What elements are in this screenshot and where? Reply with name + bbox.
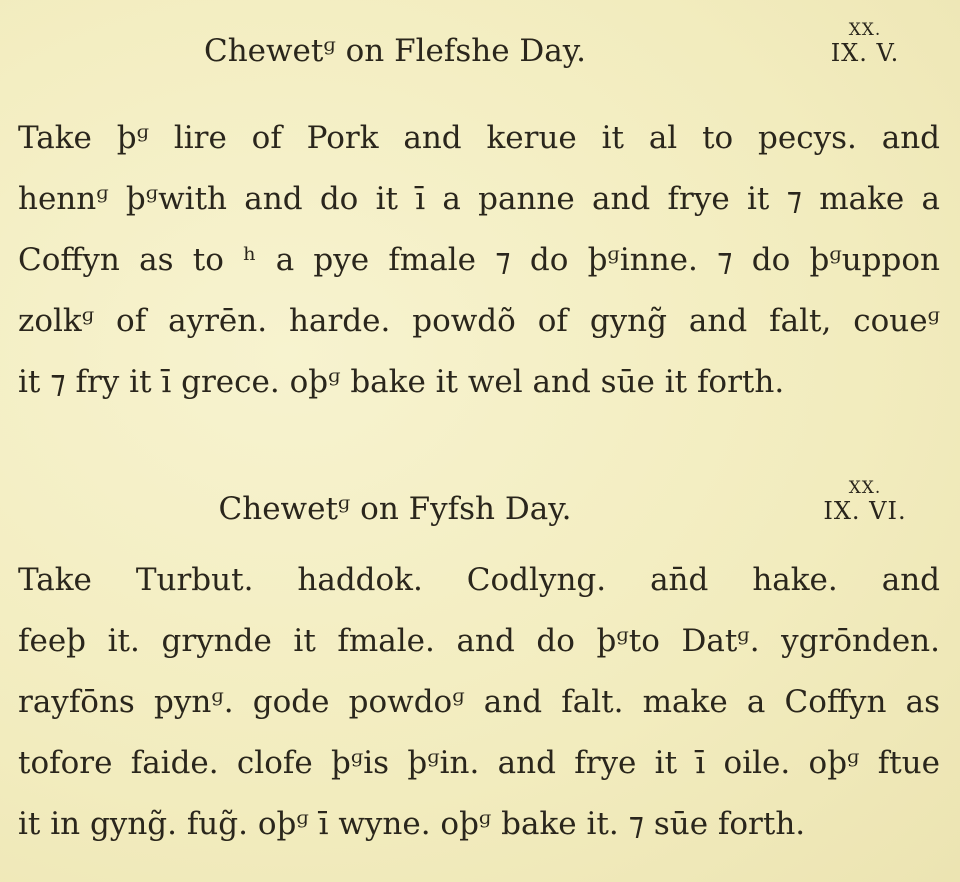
text-line: tofore faide. clofe þᶢis þᶢin. and frye it ī oile. oþᶢ ftue: [18, 745, 940, 781]
recipe-reference: [800, 22, 930, 65]
recipe-body-1: [18, 108, 940, 413]
text-line: it ⁊ fry it ī grece. oþᶢ bake it wel and sūe it forth.: [18, 364, 785, 400]
recipe-body-2: [18, 550, 940, 855]
reference-top: XX.: [848, 20, 882, 40]
text-line: rayfōns pynᶢ. gode powdoᶢ and falt. make a Coffyn as: [18, 684, 940, 720]
reference-top: XX.: [848, 478, 882, 498]
text-line: Take þᶢ lire of Pork and kerue it al to pecys. and: [18, 120, 940, 156]
text-line: Take Turbut. haddok. Codlyng. an̄d hake. and: [18, 562, 940, 598]
text-line: Coffyn as to ʰ a pye fmale ⁊ do þᶢinne. ⁊ do þᶢuppon: [18, 242, 940, 278]
recipe-title: Chewetᶢ on Flefshe Day.: [203, 33, 586, 69]
recipe-title: Chewetᶢ on Fyfsh Day.: [218, 491, 572, 527]
text-line: hennᶢ þᶢwith and do it ī a panne and frye it ⁊ make a: [18, 181, 940, 217]
text-line: zolkᶢ of ayrēn. harde. powdõ of gyng̃ and falt, coueᶢ: [18, 303, 940, 339]
reference-bottom: IX. V.: [830, 39, 900, 67]
reference-bottom: IX. VI.: [823, 497, 907, 525]
recipe-reference: [800, 480, 930, 523]
text-line: it in gyng̃. fug̃. oþᶢ ī wyne. oþᶢ bake it. ⁊ sūe forth.: [18, 806, 806, 842]
text-line: feeþ it. grynde it fmale. and do þᶢto Datᶢ. ygrōnden.: [18, 623, 940, 659]
